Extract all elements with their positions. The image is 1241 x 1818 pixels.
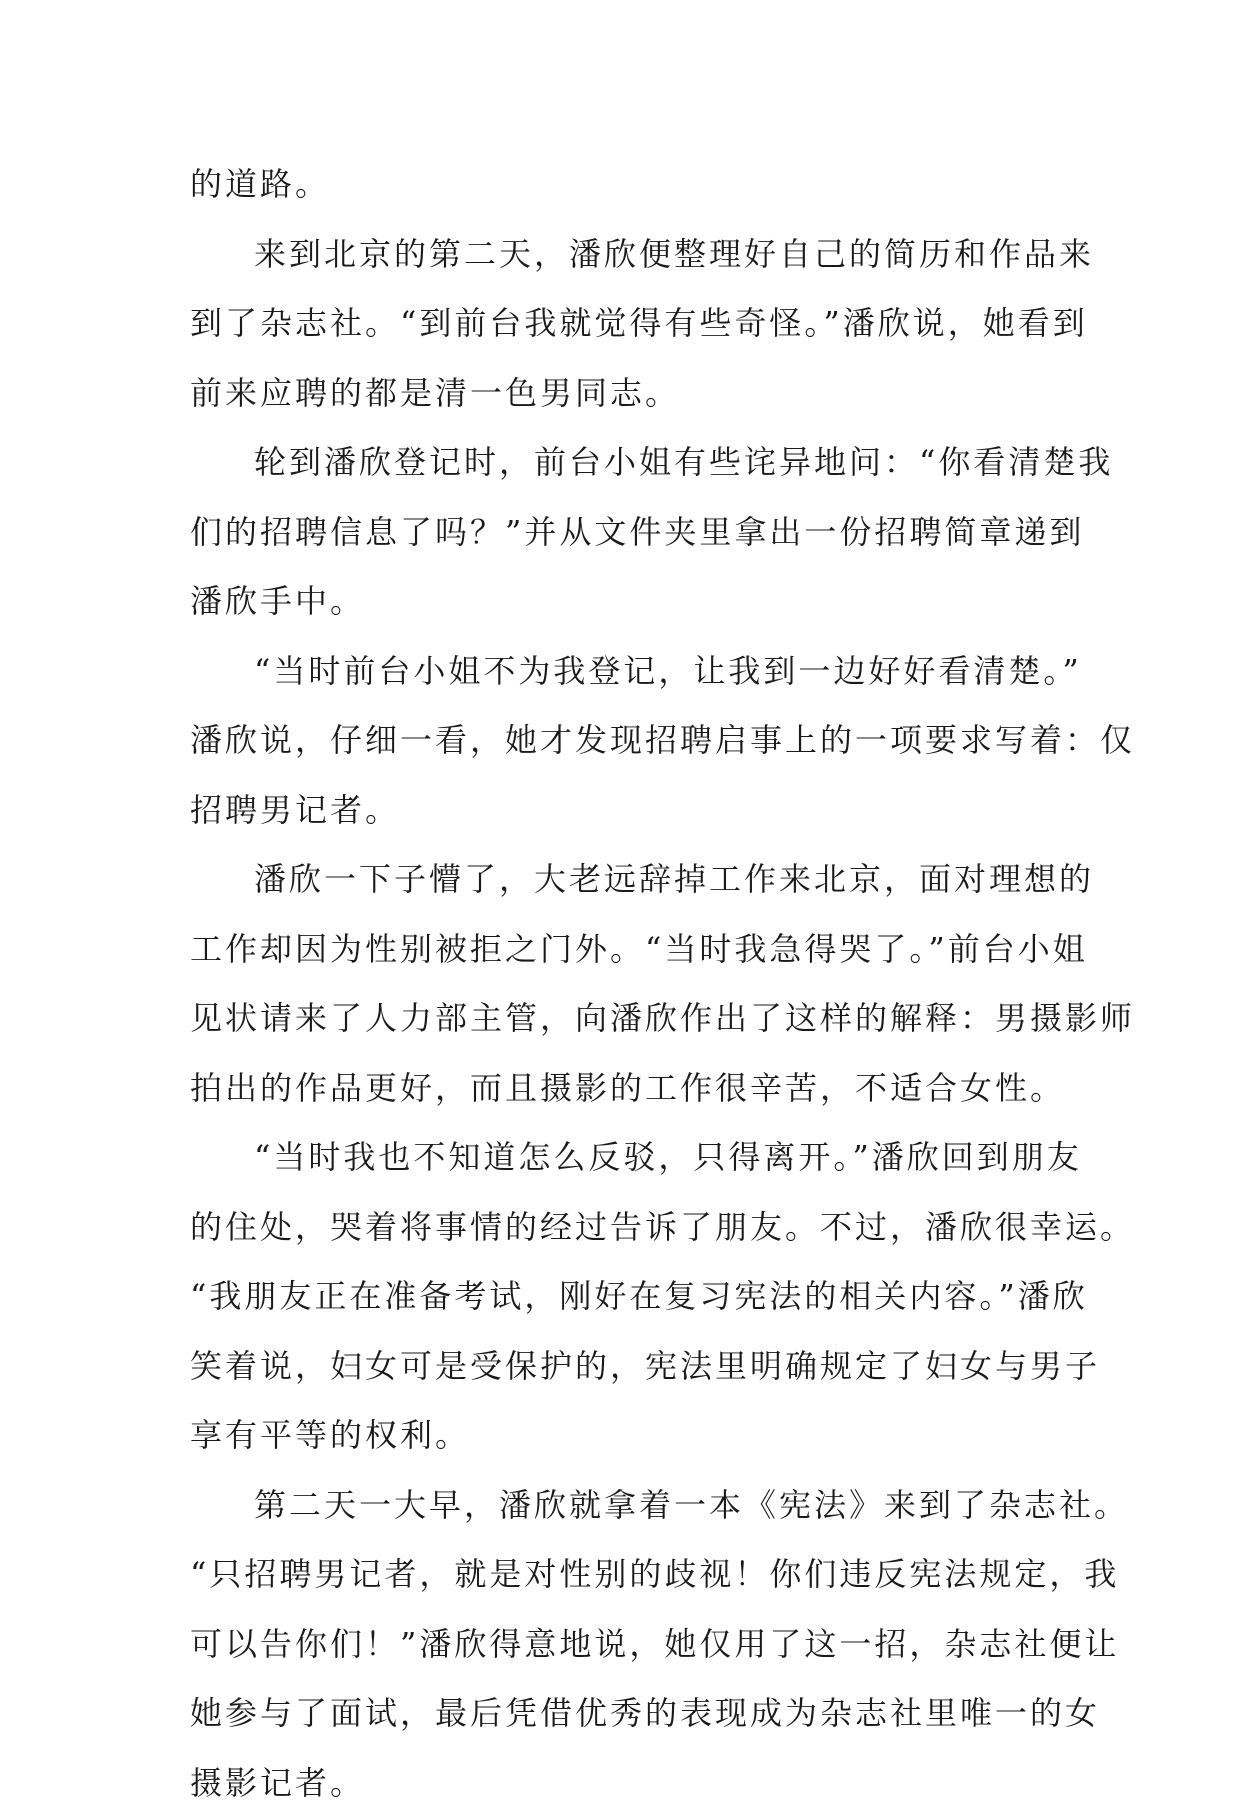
text-line: 前来应聘的都是清一色男同志。	[190, 359, 1050, 429]
text-line: 到了杂志社。“到前台我就觉得有些奇怪。”潘欣说，她看到	[190, 289, 1050, 359]
text-line: 轮到潘欣登记时，前台小姐有些诧异地问：“你看清楚我	[190, 428, 1050, 498]
text-line: 享有平等的权利。	[190, 1401, 1050, 1471]
text-line: “当时前台小姐不为我登记，让我到一边好好看清楚。”	[190, 637, 1050, 707]
text-line: 们的招聘信息了吗？”并从文件夹里拿出一份招聘简章递到	[190, 498, 1050, 568]
text-line: 拍出的作品更好，而且摄影的工作很辛苦，不适合女性。	[190, 1054, 1050, 1124]
text-line: 工作却因为性别被拒之门外。“当时我急得哭了。”前台小姐	[190, 915, 1050, 985]
text-line: 来到北京的第二天，潘欣便整理好自己的简历和作品来	[190, 220, 1050, 290]
text-line: “当时我也不知道怎么反驳，只得离开。”潘欣回到朋友	[190, 1123, 1050, 1193]
text-line: 潘欣说，仔细一看，她才发现招聘启事上的一项要求写着：仅	[190, 706, 1050, 776]
text-line: 她参与了面试，最后凭借优秀的表现成为杂志社里唯一的女	[190, 1679, 1050, 1749]
text-line: 摄影记者。	[190, 1749, 1050, 1818]
text-line: 笑着说，妇女可是受保护的，宪法里明确规定了妇女与男子	[190, 1332, 1050, 1402]
text-line: 招聘男记者。	[190, 776, 1050, 846]
text-line: 潘欣手中。	[190, 567, 1050, 637]
text-line: 的道路。	[190, 150, 1050, 220]
text-line: 可以告你们！”潘欣得意地说，她仅用了这一招，杂志社便让	[190, 1610, 1050, 1680]
text-line: 的住处，哭着将事情的经过告诉了朋友。不过，潘欣很幸运。	[190, 1193, 1050, 1263]
document-body	[190, 150, 1050, 1818]
text-line: “只招聘男记者，就是对性别的歧视！你们违反宪法规定，我	[190, 1540, 1050, 1610]
text-line: 潘欣一下子懵了，大老远辞掉工作来北京，面对理想的	[190, 845, 1050, 915]
text-line: 第二天一大早，潘欣就拿着一本《宪法》来到了杂志社。	[190, 1471, 1050, 1541]
text-line: “我朋友正在准备考试，刚好在复习宪法的相关内容。”潘欣	[190, 1262, 1050, 1332]
text-line: 见状请来了人力部主管，向潘欣作出了这样的解释：男摄影师	[190, 984, 1050, 1054]
